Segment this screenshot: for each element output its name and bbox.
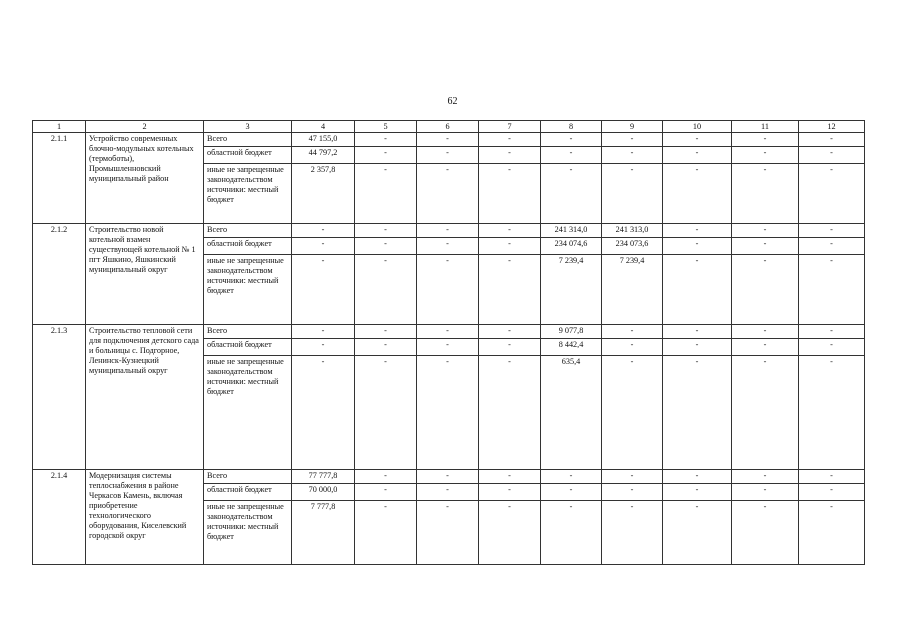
value-cell: 77 777,8 xyxy=(292,470,355,484)
column-header: 5 xyxy=(355,121,417,133)
value-cell: - xyxy=(355,356,417,470)
value-cell: - xyxy=(292,356,355,470)
value-cell: - xyxy=(732,470,799,484)
column-header: 4 xyxy=(292,121,355,133)
value-cell: - xyxy=(417,238,479,255)
value-cell: - xyxy=(799,255,865,325)
value-cell: - xyxy=(355,325,417,339)
value-cell: - xyxy=(292,325,355,339)
value-cell: - xyxy=(732,501,799,565)
funding-source: областной бюджет xyxy=(204,238,292,255)
value-cell: - xyxy=(732,325,799,339)
value-cell: 7 777,8 xyxy=(292,501,355,565)
value-cell: - xyxy=(732,147,799,164)
value-cell: 9 077,8 xyxy=(541,325,602,339)
value-cell: - xyxy=(663,484,732,501)
funding-source: областной бюджет xyxy=(204,147,292,164)
value-cell: - xyxy=(355,224,417,238)
value-cell: - xyxy=(355,133,417,147)
value-cell: - xyxy=(602,133,663,147)
value-cell: - xyxy=(479,339,541,356)
value-cell: - xyxy=(479,484,541,501)
value-cell: - xyxy=(355,470,417,484)
value-cell: - xyxy=(732,224,799,238)
funding-source: иные не запрещенные законодательством источники: местный бюджет xyxy=(204,501,292,565)
value-cell: - xyxy=(663,133,732,147)
value-cell: 44 797,2 xyxy=(292,147,355,164)
value-cell: 241 313,0 xyxy=(602,224,663,238)
value-cell: - xyxy=(663,255,732,325)
value-cell: - xyxy=(479,470,541,484)
column-header: 8 xyxy=(541,121,602,133)
table-row xyxy=(33,470,865,484)
value-cell: - xyxy=(799,470,865,484)
value-cell: 8 442,4 xyxy=(541,339,602,356)
value-cell: - xyxy=(799,133,865,147)
value-cell: 7 239,4 xyxy=(602,255,663,325)
value-cell: - xyxy=(732,164,799,224)
value-cell: - xyxy=(732,133,799,147)
value-cell: 234 074,6 xyxy=(541,238,602,255)
value-cell: - xyxy=(479,325,541,339)
value-cell: - xyxy=(799,164,865,224)
value-cell: - xyxy=(417,224,479,238)
value-cell: 234 073,6 xyxy=(602,238,663,255)
value-cell: - xyxy=(663,356,732,470)
value-cell: - xyxy=(602,147,663,164)
column-header: 9 xyxy=(602,121,663,133)
value-cell: - xyxy=(417,470,479,484)
value-cell: - xyxy=(799,238,865,255)
value-cell: - xyxy=(602,501,663,565)
value-cell: - xyxy=(417,325,479,339)
column-header: 7 xyxy=(479,121,541,133)
value-cell: - xyxy=(292,255,355,325)
funding-source: иные не запрещенные законодательством источники: местный бюджет xyxy=(204,255,292,325)
funding-source: иные не запрещенные законодательством источники: местный бюджет xyxy=(204,356,292,470)
value-cell: - xyxy=(417,164,479,224)
value-cell: - xyxy=(799,147,865,164)
funding-source: Всего xyxy=(204,133,292,147)
column-header: 2 xyxy=(86,121,204,133)
value-cell: 70 000,0 xyxy=(292,484,355,501)
value-cell: - xyxy=(732,255,799,325)
value-cell: - xyxy=(541,164,602,224)
value-cell: - xyxy=(355,339,417,356)
value-cell: - xyxy=(602,484,663,501)
value-cell: - xyxy=(799,484,865,501)
value-cell: - xyxy=(663,470,732,484)
value-cell: - xyxy=(602,339,663,356)
value-cell: - xyxy=(417,501,479,565)
value-cell: - xyxy=(355,238,417,255)
value-cell: - xyxy=(799,224,865,238)
header-row xyxy=(33,121,865,133)
page-number: 62 xyxy=(447,96,458,107)
budget-table xyxy=(32,120,865,565)
column-header: 12 xyxy=(799,121,865,133)
column-header: 11 xyxy=(732,121,799,133)
item-number: 2.1.1 xyxy=(33,133,86,224)
value-cell: - xyxy=(663,339,732,356)
table-body xyxy=(33,121,865,565)
value-cell: - xyxy=(799,325,865,339)
item-number: 2.1.3 xyxy=(33,325,86,470)
value-cell: - xyxy=(292,238,355,255)
value-cell: - xyxy=(417,255,479,325)
item-number: 2.1.4 xyxy=(33,470,86,565)
value-cell: - xyxy=(663,238,732,255)
value-cell: - xyxy=(799,501,865,565)
value-cell: 7 239,4 xyxy=(541,255,602,325)
value-cell: - xyxy=(663,501,732,565)
funding-source: иные не запрещенные законодательством источники: местный бюджет xyxy=(204,164,292,224)
value-cell: - xyxy=(541,501,602,565)
funding-source: областной бюджет xyxy=(204,484,292,501)
value-cell: - xyxy=(602,356,663,470)
value-cell: - xyxy=(663,164,732,224)
column-header: 6 xyxy=(417,121,479,133)
table-row xyxy=(33,133,865,147)
value-cell: - xyxy=(292,339,355,356)
value-cell: - xyxy=(479,133,541,147)
value-cell: - xyxy=(602,470,663,484)
value-cell: - xyxy=(417,356,479,470)
value-cell: 241 314,0 xyxy=(541,224,602,238)
value-cell: - xyxy=(541,147,602,164)
value-cell: - xyxy=(541,484,602,501)
item-number: 2.1.2 xyxy=(33,224,86,325)
table-row xyxy=(33,325,865,339)
value-cell: - xyxy=(602,164,663,224)
value-cell: - xyxy=(663,325,732,339)
value-cell: - xyxy=(479,356,541,470)
value-cell: - xyxy=(732,356,799,470)
value-cell: - xyxy=(732,339,799,356)
value-cell: 635,4 xyxy=(541,356,602,470)
item-name: Устройство современных блочно-модульных котельных (термоботы), Промышленновский муниципальный район xyxy=(86,133,204,224)
value-cell: - xyxy=(732,238,799,255)
column-header: 1 xyxy=(33,121,86,133)
value-cell: - xyxy=(355,164,417,224)
item-name: Строительство тепловой сети для подключения детского сада и больницы с. Подгорное, Ленинск-Кузнецкий муниципальный округ xyxy=(86,325,204,470)
value-cell: - xyxy=(355,255,417,325)
value-cell: - xyxy=(799,339,865,356)
value-cell: - xyxy=(479,224,541,238)
value-cell: 47 155,0 xyxy=(292,133,355,147)
table-row xyxy=(33,224,865,238)
value-cell: - xyxy=(479,238,541,255)
value-cell: - xyxy=(417,133,479,147)
value-cell: - xyxy=(541,470,602,484)
funding-source: Всего xyxy=(204,224,292,238)
value-cell: - xyxy=(799,356,865,470)
value-cell: - xyxy=(663,224,732,238)
funding-source: Всего xyxy=(204,470,292,484)
value-cell: - xyxy=(355,147,417,164)
value-cell: - xyxy=(541,133,602,147)
value-cell: - xyxy=(663,147,732,164)
column-header: 3 xyxy=(204,121,292,133)
value-cell: - xyxy=(479,255,541,325)
funding-source: областной бюджет xyxy=(204,339,292,356)
value-cell: - xyxy=(732,484,799,501)
value-cell: - xyxy=(479,147,541,164)
funding-source: Всего xyxy=(204,325,292,339)
column-header: 10 xyxy=(663,121,732,133)
value-cell: - xyxy=(417,147,479,164)
value-cell: - xyxy=(355,501,417,565)
value-cell: - xyxy=(417,484,479,501)
item-name: Модернизация системы теплоснабжения в районе Черкасов Камень, включая приобретение технологического оборудования, Киселевский городской округ xyxy=(86,470,204,565)
value-cell: - xyxy=(355,484,417,501)
value-cell: 2 357,8 xyxy=(292,164,355,224)
value-cell: - xyxy=(602,325,663,339)
value-cell: - xyxy=(292,224,355,238)
item-name: Строительство новой котельной взамен существующей котельной № 1 пгт Яшкино, Яшкинский муниципальный округ xyxy=(86,224,204,325)
value-cell: - xyxy=(417,339,479,356)
value-cell: - xyxy=(479,501,541,565)
value-cell: - xyxy=(479,164,541,224)
